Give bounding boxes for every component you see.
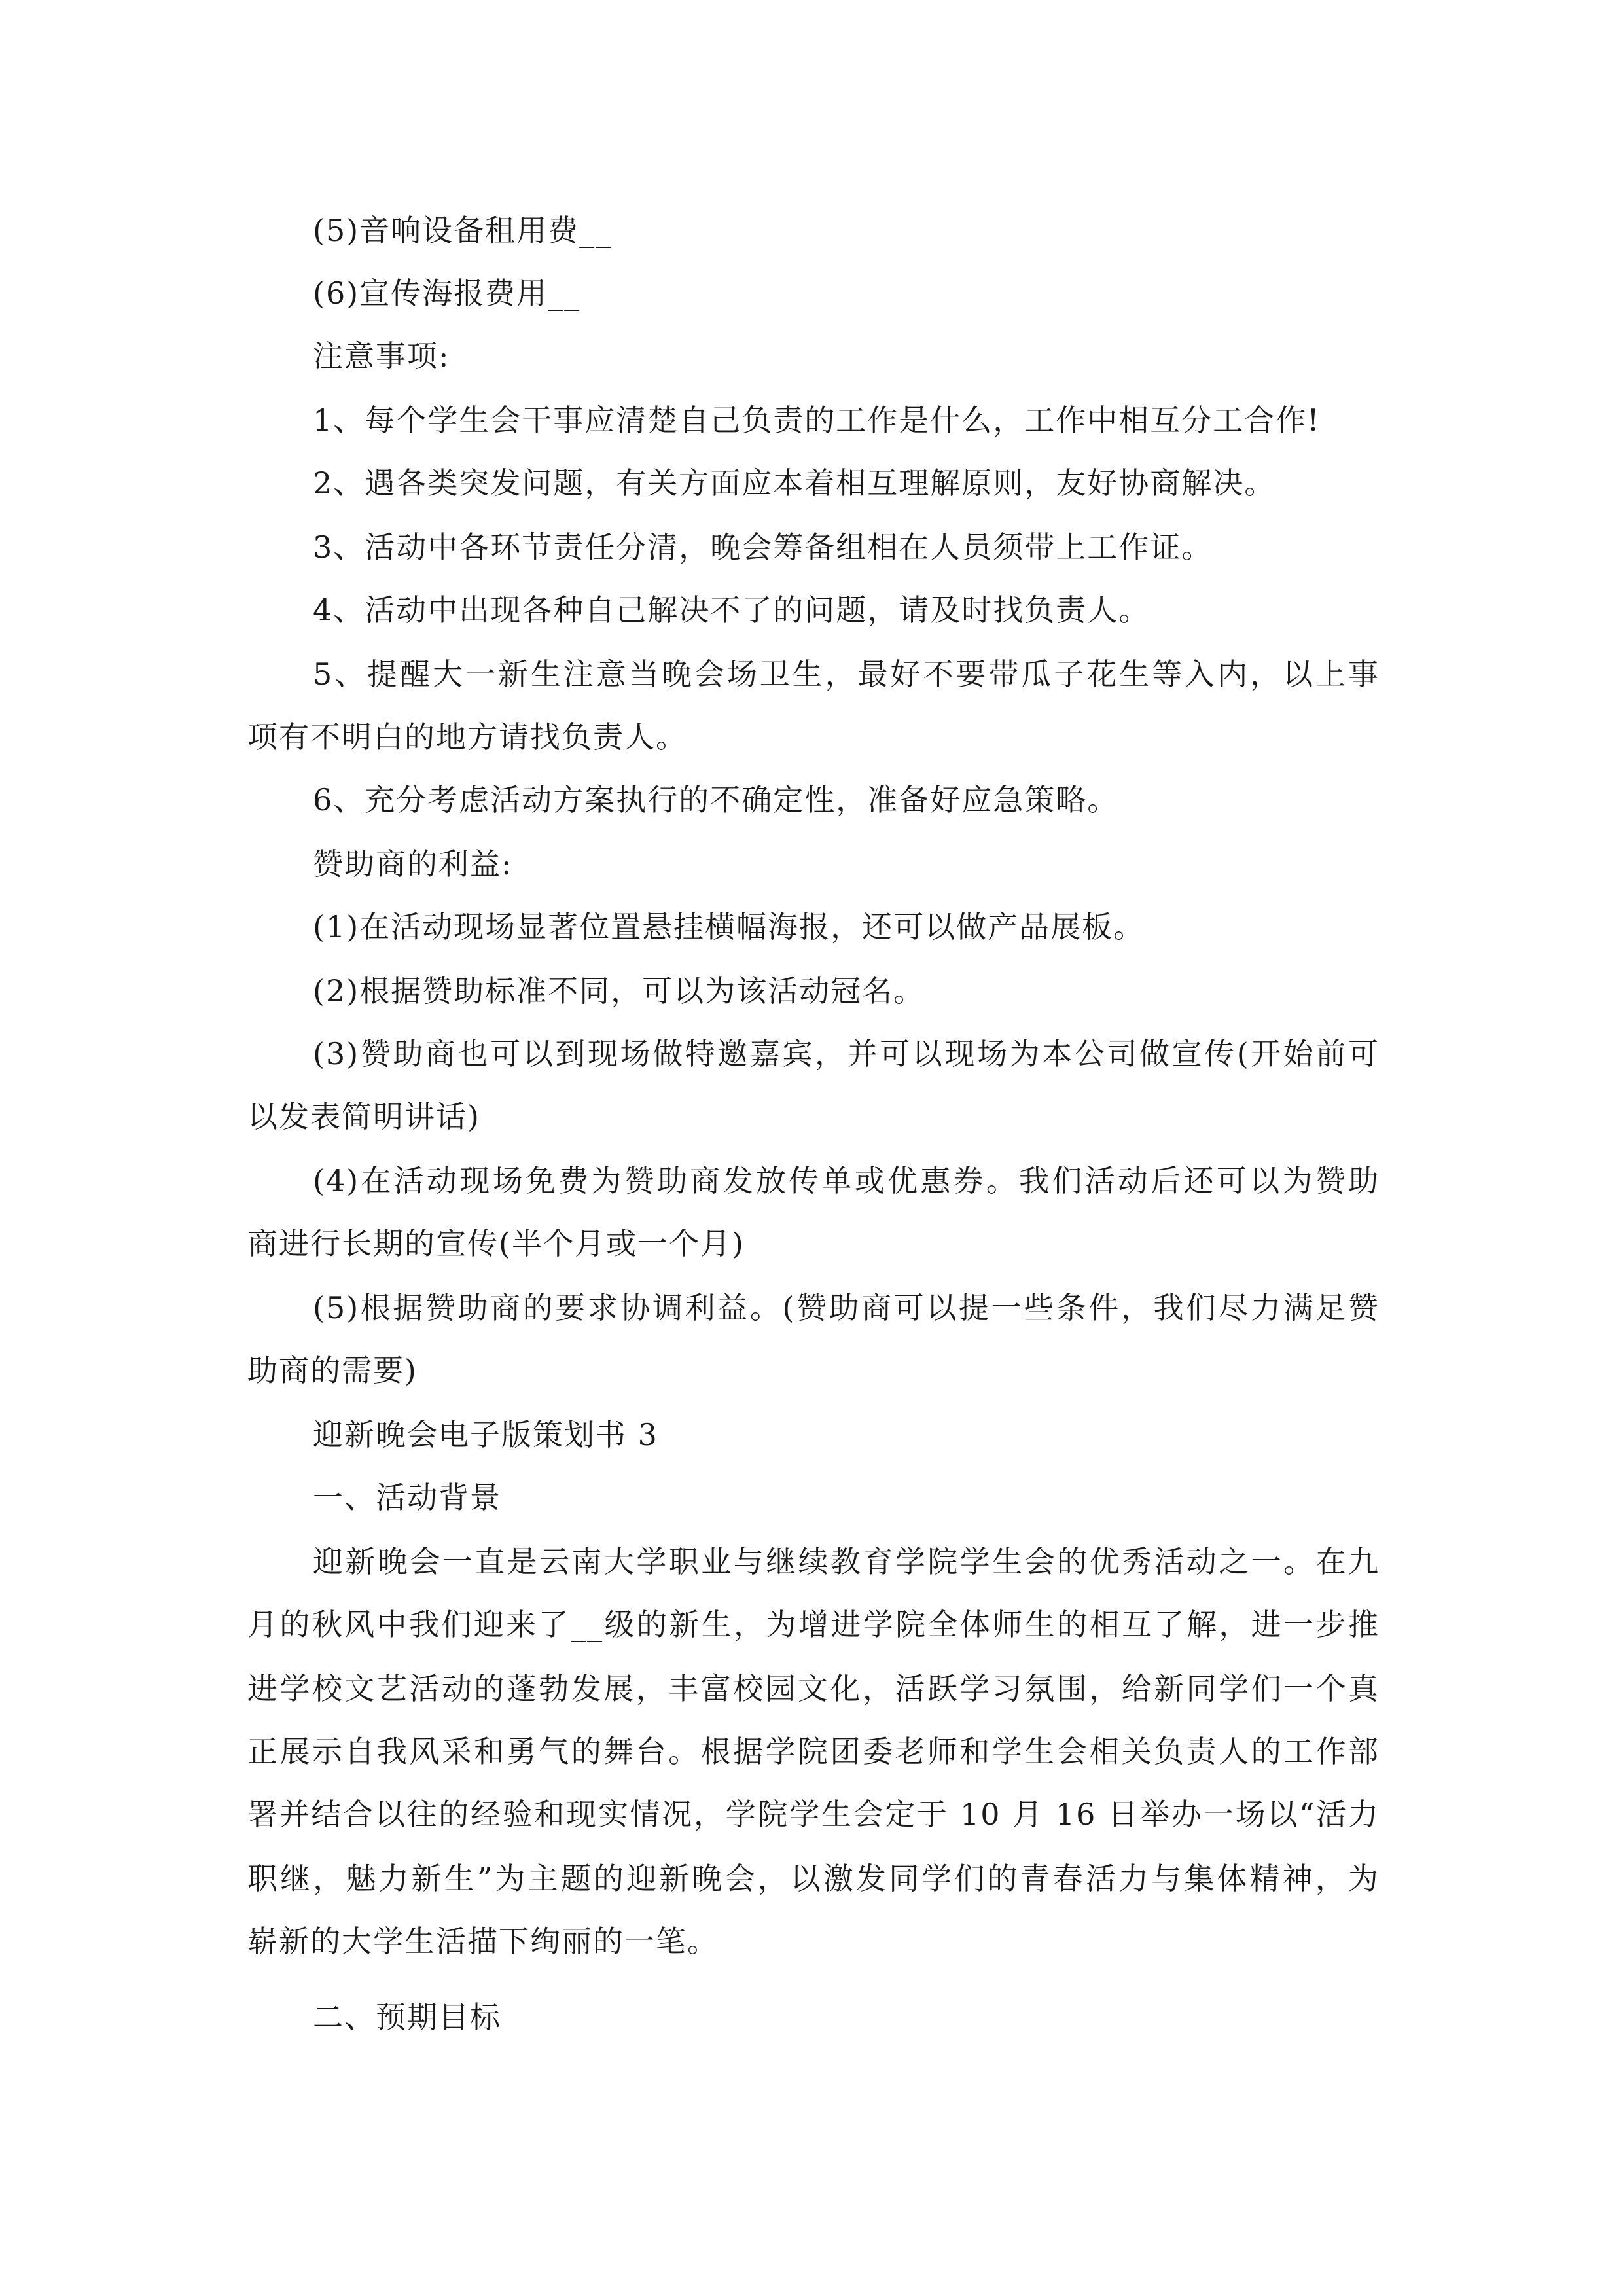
paragraph-line: 月的秋风中我们迎来了__级的新生，为增进学院全体师生的相互了解，进一步推 xyxy=(247,1607,1380,1642)
note-item: 2、遇各类突发问题，有关方面应本着相互理解原则，友好协商解决。 xyxy=(313,465,1276,501)
note-item: 5、提醒大一新生注意当晚会场卫生，最好不要带瓜子花生等入内，以上事 xyxy=(313,656,1380,692)
paragraph-line: 崭新的大学生活描下绚丽的一笔。 xyxy=(247,1924,719,1959)
paragraph-line: 职继，魅力新生”为主题的迎新晚会，以激发同学们的青春活力与集体精神，为 xyxy=(247,1861,1380,1896)
sponsor-item: (5)根据赞助商的要求协调利益。(赞助商可以提一些条件，我们尽力满足赞 xyxy=(313,1290,1380,1325)
paragraph-line: 署并结合以往的经验和现实情况，学院学生会定于 10 月 16 日举办一场以“活力 xyxy=(247,1797,1380,1832)
note-item-cont: 项有不明白的地方请找负责人。 xyxy=(247,719,687,755)
sponsor-item: (1)在活动现场显著位置悬挂横幅海报，还可以做产品展板。 xyxy=(313,909,1145,944)
note-item: 3、活动中各环节责任分清，晚会筹备组相在人员须带上工作证。 xyxy=(313,529,1213,565)
sponsor-item-cont: 以发表简明讲话) xyxy=(247,1099,480,1134)
sponsor-item: (3)赞助商也可以到现场做特邀嘉宾，并可以现场为本公司做宣传(开始前可 xyxy=(313,1036,1380,1071)
sponsor-item: (2)根据赞助标准不同，可以为该活动冠名。 xyxy=(313,973,925,1009)
doc-title: 迎新晚会电子版策划书 3 xyxy=(313,1417,658,1452)
sponsor-heading: 赞助商的利益: xyxy=(313,846,513,882)
paragraph-line: 迎新晚会一直是云南大学职业与继续教育学院学生会的优秀活动之一。在九 xyxy=(313,1544,1380,1579)
note-item: 6、充分考虑活动方案执行的不确定性，准备好应急策略。 xyxy=(313,782,1119,817)
sponsor-item: (4)在活动现场免费为赞助商发放传单或优惠券。我们活动后还可以为赞助 xyxy=(313,1163,1380,1198)
fee-item: (6)宣传海报费用__ xyxy=(313,276,581,311)
paragraph-line: 正展示自我风采和勇气的舞台。根据学院团委老师和学生会相关负责人的工作部 xyxy=(247,1734,1380,1769)
section-heading: 二、预期目标 xyxy=(313,2000,501,2035)
note-item: 4、活动中出现各种自己解决不了的问题，请及时找负责人。 xyxy=(313,592,1150,628)
section-heading: 一、活动背景 xyxy=(313,1480,501,1515)
notes-heading: 注意事项: xyxy=(313,338,450,374)
paragraph-line: 进学校文艺活动的蓬勃发展，丰富校园文化，活跃学习氛围，给新同学们一个真 xyxy=(247,1671,1380,1706)
sponsor-item-cont: 助商的需要) xyxy=(247,1353,418,1388)
sponsor-item-cont: 商进行长期的宣传(半个月或一个月) xyxy=(247,1226,745,1261)
note-item: 1、每个学生会干事应清楚自己负责的工作是什么，工作中相互分工合作! xyxy=(313,403,1321,438)
fee-item: (5)音响设备租用费__ xyxy=(313,213,613,248)
